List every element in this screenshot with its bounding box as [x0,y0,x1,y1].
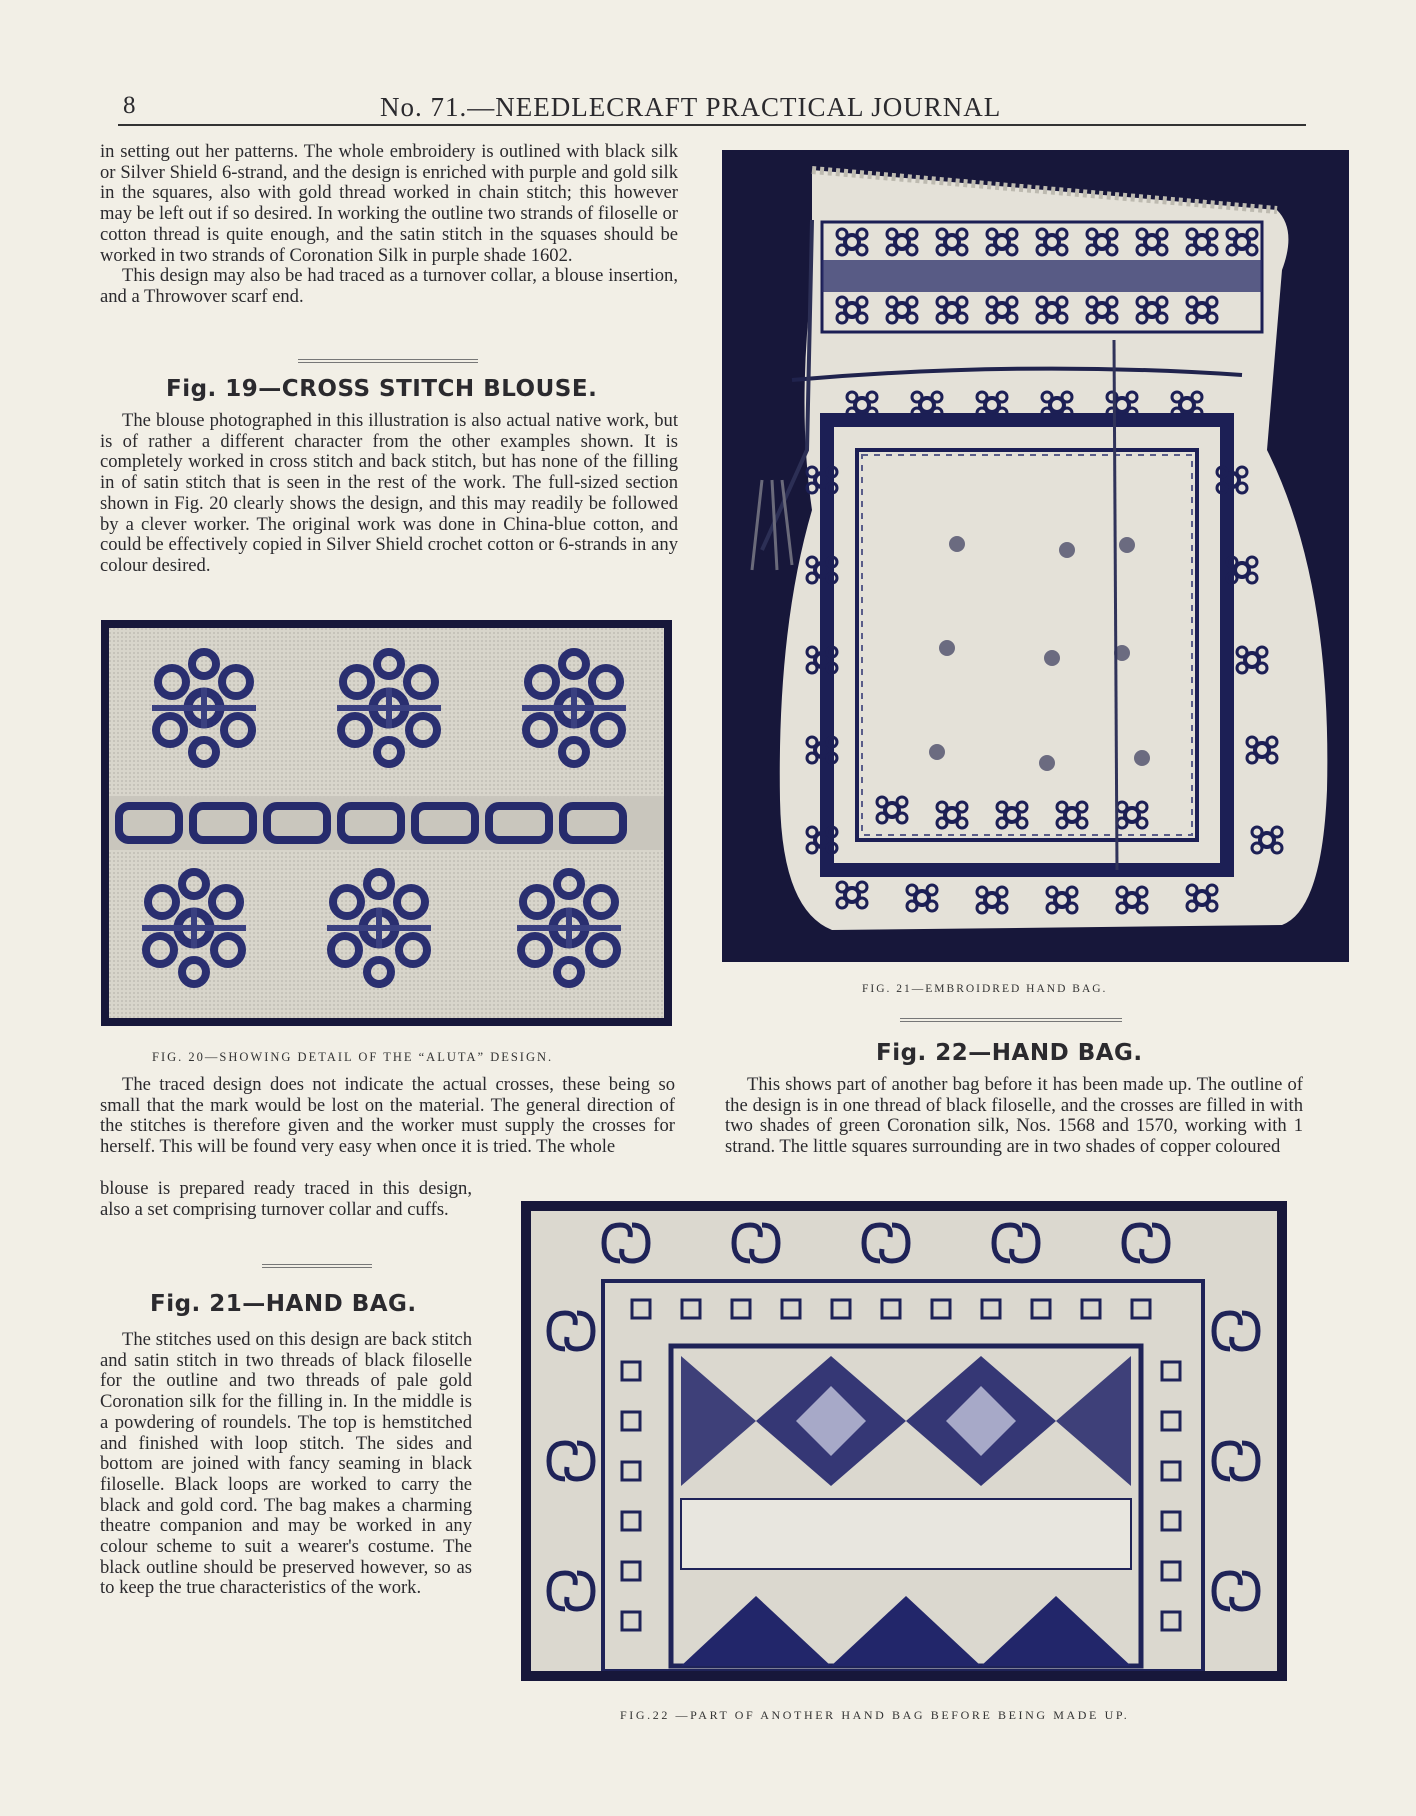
intro-text [100,142,678,308]
fig19-heading: Fig. 19—CROSS STITCH BLOUSE. [166,376,598,402]
fig20-text-narrow [100,1179,472,1220]
fig20-paragraph-continued: blouse is prepared ready traced in this design, also a set comprising turnover collar and cuffs. [100,1178,472,1220]
section-divider-3 [900,1018,1122,1022]
fig19-paragraph: The blouse photographed in this illustration is also actual native work, but is of rather a different character from the other examples shown. It is completely worked in cross stitch and back stitch, but has none of the filling in of satin stitch that is seen in the rest of the work. The full-sized section shown in Fig. 20 clearly shows the design, and this may readily be followed by a clever worker. The original work was done in China-blue cotton, and could be effectively copied in Silver Shield crochet cotton or 6-strands in any colour desired. [100,410,678,576]
section-divider [298,359,478,363]
fig22-heading: Fig. 22—HAND BAG. [876,1040,1143,1066]
intro-paragraph-1: in setting out her patterns. The whole embroidery is outlined with black silk or Silver Shield 6-strand, and the design is enriched with purple and gold silk in the squares, also with gold thread worked in chain stitch; this however may be left out if so desired. In working the outline two strands of filoselle or cotton thread is quite enough, and the satin stitch in the squases should be worked in two strands of Coronation Silk in purple shade 1602. [100,141,678,266]
fig22-caption: FIG.22 —PART OF ANOTHER HAND BAG BEFORE BEING MADE UP. [620,1708,1130,1722]
fig21-text [100,1330,472,1599]
fig22-paragraph: This shows part of another bag before it has been made up. The outline of the design is in one thread of black filoselle, and the crosses are filled in with two shades of green Coronation silk, Nos. 1568 and 1570, working with 1 strand. The little squares surrounding are in two shades of copper coloured [725,1074,1303,1158]
fig20-caption: FIG. 20—SHOWING DETAIL OF THE “ALUTA” DESIGN. [152,1050,554,1064]
running-title: No. 71.—NEEDLECRAFT PRACTICAL JOURNAL [380,92,1002,122]
fig21-paragraph: The stitches used on this design are back stitch and satin stitch in two threads of black filoselle for the outline and two threads of pale gold Coronation silk for the filling in. In the middle is a powdering of roundels. The top is hemstitched and finished with loop stitch. The sides and bottom are joined with fancy seaming in black filoselle. Black loops are worked to carry the black and gold cord. The bag makes a charming theatre companion and may be worked in any colour scheme to suit a wearer's costume. The black outline should be preserved however, so as to keep the true characteristics of the work. [100,1329,472,1599]
header-rule [118,124,1306,126]
fig22-photo [521,1201,1287,1681]
fig21-heading: Fig. 21—HAND BAG. [150,1291,417,1317]
fig20-text-wide [100,1075,675,1158]
fig22-text [725,1075,1303,1158]
fig21-caption: FIG. 21—EMBROIDRED HAND BAG. [862,983,1108,995]
intro-paragraph-2: This design may also be had traced as a turnover collar, a blouse insertion, and a Throwover scarf end. [100,265,678,307]
hand-bag-image [722,150,1349,962]
aluta-design-image [109,628,664,1018]
fig20-photo [101,620,672,1026]
section-divider-2 [262,1264,372,1268]
fig20-paragraph: The traced design does not indicate the actual crosses, these being so small that the mark would be lost on the material. The general direction of the stitches is therefore given and the worker must supply the crosses for herself. This will be found very easy when once it is tried. The whole [100,1074,675,1158]
page-number: 8 [123,92,136,119]
fig21-photo [722,150,1349,962]
fig19-text [100,411,678,577]
unmade-hand-bag-image [531,1211,1277,1671]
